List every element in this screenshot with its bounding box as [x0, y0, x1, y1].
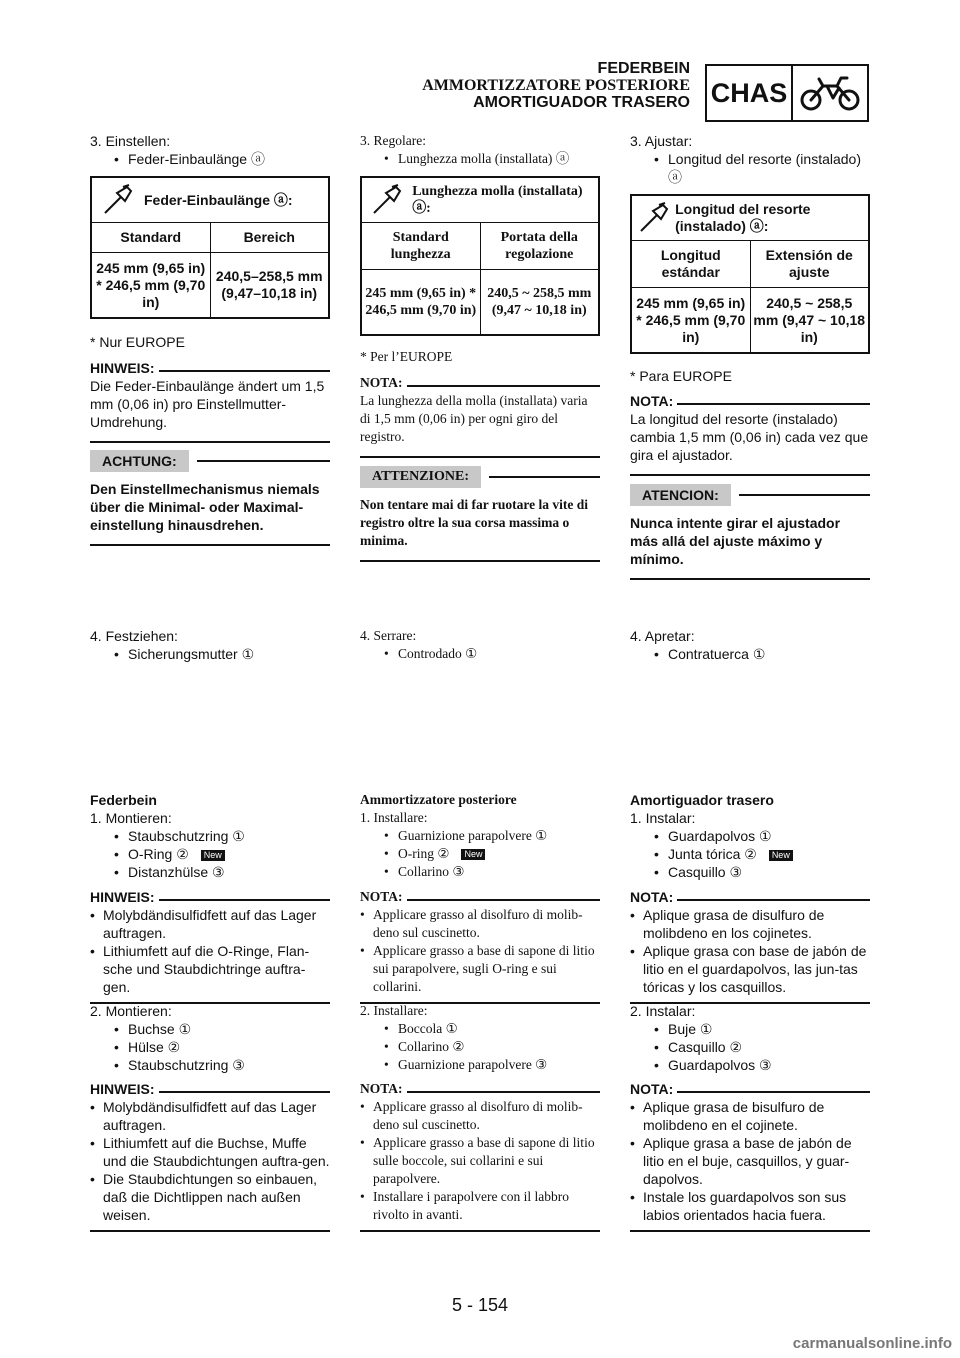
note3-item1-es: • Aplique grasa de bisulfuro de molibdeno en el cojinete. [630, 1098, 870, 1134]
s1-it: 1. Installare: [360, 810, 428, 825]
spec-value-range-it: 240,5 ~ 258,5 mm (9,47 ~ 10,18 in) [480, 270, 599, 334]
s1-item1-it: • Guarnizione parapolvere ① [360, 827, 600, 845]
spec-value-range-de: 240,5–258,5 mm (9,47–10,18 in) [210, 253, 329, 317]
s2-item3-it: • Guarnizione parapolvere ③ [360, 1056, 600, 1074]
spec-value-range-es: 240,5 ~ 258,5 mm (9,47 ~ 10,18 in) [750, 288, 869, 352]
footnote-de: * Nur EUROPE [90, 334, 185, 350]
note-text-it: La lunghezza della molla (installata) varia di 1,5 mm (0,06 in) per ogni giro del registro. [360, 393, 588, 444]
note3-item1-de: • Molybdändisulfidfett auf das Lager auftragen. [90, 1098, 330, 1134]
note-label-it: NOTA: [360, 375, 403, 390]
s2-item2-de: • Hülse ② [90, 1038, 330, 1056]
spec-table-de [90, 176, 330, 319]
note3-item2-it: • Applicare grasso a base di sapone di litio sulle boccole, sui collarini e sui parapolvere. [360, 1134, 600, 1188]
s2-item3-es: • Guardapolvos ③ [630, 1056, 870, 1074]
spec-header-range-es: Extensión de ajuste [750, 241, 869, 287]
caution-label-it: ATTENZIONE: [360, 466, 481, 488]
title-de: FEDERBEIN [597, 60, 690, 77]
s1-item2-it: • O-ring ② New [360, 845, 600, 863]
note2-item2-it: • Applicare grasso a base di sapone di litio sui parapolvere, sugli O-ring e sui collarini. [360, 942, 600, 996]
note3-item1-it: • Applicare grasso al disolfuro di molib-deno sul cuscinetto. [360, 1098, 600, 1134]
note3-item3-it: • Installare i parapolvere con il labbro rivolto in avanti. [360, 1188, 600, 1224]
spec-value-standard-de: 245 mm (9,65 in) * 246,5 mm (9,70 in) [96, 259, 206, 310]
spec-header-range-de: Bereich [210, 223, 329, 252]
s1-item2-es: • Junta tórica ② New [630, 845, 870, 863]
caution-text-it: Non tentare mai di far ruotare la vite di registro oltre la sua corsa massima o minima. [360, 497, 588, 548]
step3-item-it: • Lunghezza molla (installata) ⓐ [360, 150, 600, 168]
s2-item1-de: • Buchse ① [90, 1020, 330, 1038]
s2-de: 2. Montieren: [90, 1003, 172, 1019]
note2-item1-de: • Molybdändisulfidfett auf das Lager auftragen. [90, 906, 330, 942]
note3-item2-de: • Lithiumfett auf die Buchse, Muffe und die Staubdichtungen auftra-gen. [90, 1134, 330, 1170]
watermark: carmanualsonline.info [792, 1335, 952, 1352]
spec-value-standard-it: 245 mm (9,65 in) * 246,5 mm (9,70 in) [365, 286, 477, 318]
s2-item3-de: • Staubschutzring ③ [90, 1056, 330, 1074]
note2-label-it: NOTA: [360, 889, 403, 904]
step3-item-es: • Longitud del resorte (instalado) ⓐ [630, 150, 870, 186]
footnote-it: * Per l’EUROPE [360, 349, 453, 364]
s1-item3-es: • Casquillo ③ [630, 863, 870, 881]
note2-item1-es: • Aplique grasa de disulfuro de molibdeno en los cojinetes. [630, 906, 870, 942]
spec-header-standard-es: Longitud estándar [660, 247, 721, 280]
step4-de: 4. Festziehen: [90, 628, 178, 644]
s1-item2-de: • O-Ring ② New [90, 845, 330, 863]
section-title-de: Federbein [90, 792, 157, 808]
caution-text-de: Den Einstellmechanismus niemals über die Minimal- oder Maximal-einstellung hinausdrehen. [90, 481, 320, 533]
s1-es: 1. Instalar: [630, 810, 696, 826]
note-text-de: Die Feder-Einbaulänge ändert um 1,5 mm (0,06 in) pro Einstellmutter-Umdrehung. [90, 378, 325, 430]
note-label-es: NOTA: [630, 393, 674, 409]
wrench-icon [92, 183, 144, 217]
spec-title-es: Longitud del resorte (instalado) ⓐ: [675, 201, 811, 234]
step3-item-de: • Feder-Einbaulänge ⓐ [90, 150, 330, 168]
new-badge: New [201, 850, 225, 861]
s2-it: 2. Installare: [360, 1003, 428, 1018]
note3-item3-de: • Die Staubdichtungen so einbauen, daß die Dichtlippen nach außen weisen. [90, 1170, 330, 1224]
step3-de: 3. Einstellen: [90, 133, 171, 149]
s2-item2-es: • Casquillo ② [630, 1038, 870, 1056]
step4-item-it: • Controdado ① [360, 645, 600, 663]
s1-item1-de: • Staubschutzring ① [90, 827, 330, 845]
note2-item2-es: • Aplique grasa con base de jabón de litio en el guardapolvos, las jun-tas tóricas y los casquillos. [630, 942, 870, 996]
spec-title-it: Lunghezza molla (installata) ⓐ: [412, 184, 583, 216]
spec-table-it [360, 176, 600, 336]
s1-item1-es: • Guardapolvos ① [630, 827, 870, 845]
note2-label-es: NOTA: [630, 889, 674, 905]
title-it: AMMORTIZZATORE POSTERIORE [422, 77, 690, 94]
section-badge [705, 64, 869, 122]
step4-item-es: • Contratuerca ① [630, 645, 870, 663]
note2-item1-it: • Applicare grasso al disolfuro di molib-deno sul cuscinetto. [360, 906, 600, 942]
note-text-es: La longitud del resorte (instalado) cambia 1,5 mm (0,06 in) cada vez que gira el ajustador. [630, 411, 869, 463]
wrench-icon [632, 201, 675, 235]
note2-label-de: HINWEIS: [90, 889, 155, 905]
s2-item1-es: • Buje ① [630, 1020, 870, 1038]
step3-it: 3. Regolare: [360, 133, 426, 148]
s2-es: 2. Instalar: [630, 1003, 696, 1019]
section-title-it: Ammortizzatore posteriore [360, 792, 517, 807]
spec-table-es [630, 194, 870, 354]
s2-item1-it: • Boccola ① [360, 1020, 600, 1038]
section-titles [422, 60, 690, 111]
wrench-icon [362, 183, 412, 217]
note3-label-es: NOTA: [630, 1081, 674, 1097]
motorcycle-icon [793, 66, 867, 120]
spec-header-standard-de: Standard [120, 229, 182, 245]
step4-es: 4. Apretar: [630, 628, 695, 644]
spec-value-standard-es: 245 mm (9,65 in) * 246,5 mm (9,70 in) [636, 294, 746, 345]
s2-item2-it: • Collarino ② [360, 1038, 600, 1056]
note3-item2-es: • Aplique grasa a base de jabón de litio en el buje, casquillos, y guar-dapolvos. [630, 1134, 870, 1188]
section-label: CHAS [707, 66, 793, 120]
new-badge: New [769, 850, 793, 861]
s1-item3-de: • Distanzhülse ③ [90, 863, 330, 881]
note3-item3-es: • Instale los guardapolvos son sus labios orientados hacia fuera. [630, 1188, 870, 1224]
step4-item-de: • Sicherungsmutter ① [90, 645, 330, 663]
step3-es: 3. Ajustar: [630, 133, 693, 149]
page-number: 5 - 154 [451, 1295, 509, 1315]
spec-header-range-it: Portata della regolazione [480, 223, 599, 269]
title-es: AMORTIGUADOR TRASERO [473, 94, 690, 111]
note3-label-de: HINWEIS: [90, 1081, 155, 1097]
s1-item3-it: • Collarino ③ [360, 863, 600, 881]
new-badge: New [461, 849, 485, 860]
note3-label-it: NOTA: [360, 1081, 403, 1096]
note-label-de: HINWEIS: [90, 360, 155, 376]
spec-title-de: Feder-Einbaulänge ⓐ: [144, 191, 293, 208]
s1-de: 1. Montieren: [90, 810, 172, 826]
footnote-es: * Para EUROPE [630, 368, 732, 384]
caution-label-de: ACHTUNG: [90, 450, 189, 472]
step4-it: 4. Serrare: [360, 628, 417, 643]
caution-text-es: Nunca intente girar el ajustador más allá del ajuste máximo y mínimo. [630, 515, 841, 567]
note2-item2-de: • Lithiumfett auf die O-Ringe, Flan-sche und Staubdichtringe auftra-gen. [90, 942, 330, 996]
spec-header-standard-it: Standard lunghezza [390, 230, 451, 262]
section-title-es: Amortiguador trasero [630, 792, 774, 808]
caution-label-es: ATENCION: [630, 484, 731, 506]
